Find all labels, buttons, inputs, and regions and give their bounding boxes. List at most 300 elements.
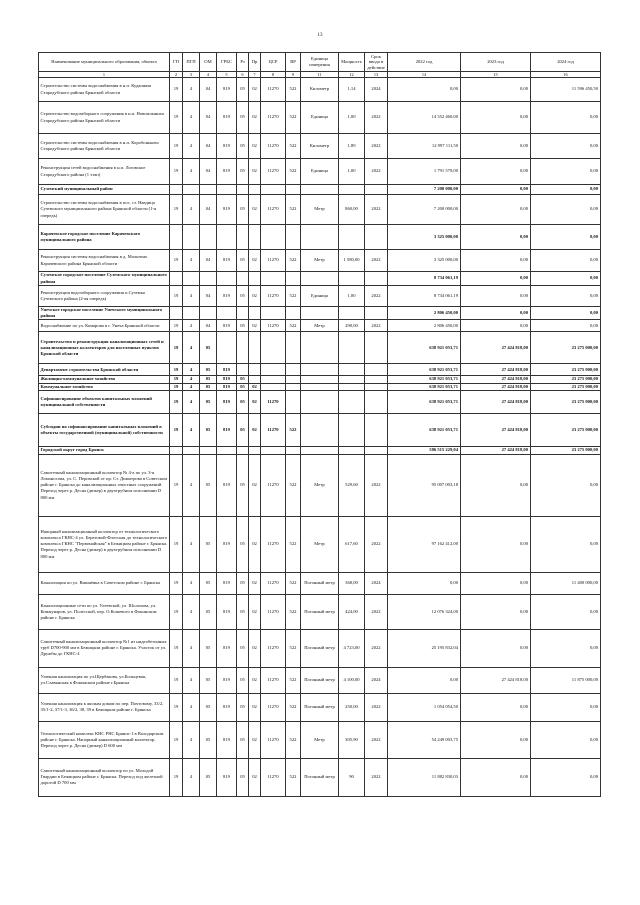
code-cell: 11270 xyxy=(261,286,286,307)
code-cell: 11270 xyxy=(261,390,286,413)
code-cell: 02 xyxy=(249,102,261,134)
table-row xyxy=(39,307,601,320)
code-cell: 522 xyxy=(286,693,301,721)
object-name-cell: Канализация по ул. Вишнёвка в Советском районе г. Брянска xyxy=(39,572,170,594)
table-row xyxy=(39,286,601,307)
amount-cell: 0,00 xyxy=(531,307,601,320)
code-cell xyxy=(286,364,301,376)
table-row xyxy=(39,516,601,572)
amount-cell: 23 275 000,00 xyxy=(531,383,601,390)
code-cell: 19 xyxy=(170,195,183,225)
amount-cell: 0,00 xyxy=(531,185,601,195)
code-cell xyxy=(249,272,261,286)
code-cell: 250,00 xyxy=(339,693,365,721)
code-cell: 522 xyxy=(286,516,301,572)
code-cell xyxy=(261,272,286,286)
table-row xyxy=(39,185,601,195)
code-cell: 4 xyxy=(183,102,200,134)
amount-cell: 27 424 818,00 xyxy=(461,364,531,376)
code-cell: 1,00 xyxy=(339,286,365,307)
code-cell: 05 xyxy=(237,250,249,272)
code-cell: 819 xyxy=(217,594,237,629)
code-cell: 2022 xyxy=(365,629,388,667)
code-cell xyxy=(237,225,249,250)
amount-cell: 1 791 579,00 xyxy=(388,159,461,185)
code-cell: 2022 xyxy=(365,721,388,758)
amount-cell: 27 424 818,00 xyxy=(461,383,531,390)
table-row xyxy=(39,159,601,185)
table-row xyxy=(39,250,601,272)
header-cell: Единица измерения xyxy=(301,53,339,72)
index-cell: 14 xyxy=(388,72,461,78)
code-cell xyxy=(183,307,200,320)
code-cell: 522 xyxy=(286,629,301,667)
code-cell: 1,14 xyxy=(339,78,365,102)
index-cell: 6 xyxy=(237,72,249,78)
table-row xyxy=(39,364,601,376)
code-cell: 819 xyxy=(217,629,237,667)
code-cell: Метр xyxy=(301,195,339,225)
amount-cell: 0,00 xyxy=(388,667,461,693)
amount-cell: 0,00 xyxy=(531,693,601,721)
code-cell xyxy=(261,332,286,364)
code-cell: 04 xyxy=(200,195,217,225)
amount-cell: 3 325 000,00 xyxy=(388,225,461,250)
code-cell: 02 xyxy=(249,629,261,667)
code-cell: Метр xyxy=(301,320,339,332)
code-cell: 819 xyxy=(217,102,237,134)
table-row xyxy=(39,390,601,413)
code-cell: 05 xyxy=(200,629,217,667)
code-cell: 522 xyxy=(286,134,301,159)
code-cell xyxy=(286,383,301,390)
header-cell: 2024 год xyxy=(531,53,601,72)
code-cell: 4 xyxy=(183,721,200,758)
code-cell: 819 xyxy=(217,572,237,594)
code-cell xyxy=(301,390,339,413)
object-name-cell: Самотечный канализационный коллектор № 4-а по ул. 3-я Ломоносова, ул. С. Перовской от пр. Ст. Димитрова в Советском районе г. Брянска до канализационных очистных сооружений. Переход через р. Десна (дюкер) в двухтрубном исполнении D 800 мм xyxy=(39,454,170,516)
amount-cell: 12 997 111,50 xyxy=(388,134,461,159)
amount-cell: 3 325 000,00 xyxy=(388,250,461,272)
code-cell: 05 xyxy=(237,693,249,721)
code-cell: 02 xyxy=(249,594,261,629)
index-cell: 5 xyxy=(217,72,237,78)
code-cell xyxy=(301,413,339,446)
code-cell: 05 xyxy=(237,758,249,796)
code-cell: 19 xyxy=(170,693,183,721)
code-cell: 4 xyxy=(183,758,200,796)
amount-cell: 0,00 xyxy=(461,286,531,307)
amount-cell: 0,00 xyxy=(461,721,531,758)
code-cell: Метр xyxy=(301,721,339,758)
object-name-cell: Департамент строительства Брянской области xyxy=(39,364,170,376)
code-cell xyxy=(249,332,261,364)
code-cell: 05 xyxy=(200,594,217,629)
code-cell xyxy=(249,307,261,320)
code-cell xyxy=(217,446,237,454)
amount-cell: 27 424 818,00 xyxy=(461,376,531,383)
object-name-cell: Субсидии на софинансирование капитальных вложений в объекты государственной (муниципальной) собственности xyxy=(39,413,170,446)
index-cell: 16 xyxy=(531,72,601,78)
amount-cell: 1 054 054,50 xyxy=(388,693,461,721)
code-cell xyxy=(217,307,237,320)
code-cell: 11270 xyxy=(261,250,286,272)
amount-cell: 0,00 xyxy=(531,454,601,516)
code-cell: 2022 xyxy=(365,134,388,159)
code-cell: 4 100,00 xyxy=(339,667,365,693)
amount-cell: 23 275 000,00 xyxy=(531,332,601,364)
amount-cell: 0,00 xyxy=(531,195,601,225)
amount-cell: 0,00 xyxy=(531,102,601,134)
code-cell: 819 xyxy=(217,413,237,446)
code-cell: Метр xyxy=(301,250,339,272)
header-cell: ЦСР xyxy=(261,53,286,72)
code-cell: 19 xyxy=(170,667,183,693)
amount-cell: 97 162 412,00 xyxy=(388,516,461,572)
code-cell: 04 xyxy=(200,286,217,307)
object-name-cell: Строительство водозаборного сооружения в н.п. Новомлыниха Стародубского района Брянской области xyxy=(39,102,170,134)
code-cell: 11270 xyxy=(261,159,286,185)
amount-cell: 0,00 xyxy=(461,629,531,667)
code-cell xyxy=(339,446,365,454)
amount-cell: 25 195 832,04 xyxy=(388,629,461,667)
code-cell: 19 xyxy=(170,286,183,307)
code-cell xyxy=(217,272,237,286)
object-name-cell: Городской округ город Брянск xyxy=(39,446,170,454)
code-cell: 4 xyxy=(183,454,200,516)
code-cell xyxy=(365,307,388,320)
amount-cell: 0,00 xyxy=(531,286,601,307)
amount-cell: 0,00 xyxy=(531,134,601,159)
amount-cell: 0,00 xyxy=(461,516,531,572)
code-cell: 11270 xyxy=(261,78,286,102)
code-cell: 05 xyxy=(237,383,249,390)
table-row xyxy=(39,721,601,758)
code-cell xyxy=(170,446,183,454)
code-cell: 05 xyxy=(200,758,217,796)
code-cell xyxy=(170,272,183,286)
code-cell xyxy=(249,364,261,376)
code-cell: 19 xyxy=(170,332,183,364)
table-row xyxy=(39,629,601,667)
code-cell: 19 xyxy=(170,413,183,446)
code-cell: 02 xyxy=(249,390,261,413)
amount-cell: 0,00 xyxy=(461,134,531,159)
code-cell xyxy=(261,185,286,195)
object-name-cell: Технологический комплекс КНС РНС Брянск-1 в Володарском районе г. Брянска. Напорный канализационный коллектор. Переход через р. Десна (дюкер) D 600 мм xyxy=(39,721,170,758)
table-row xyxy=(39,446,601,454)
amount-cell: 54 249 003,75 xyxy=(388,721,461,758)
object-name-cell: Карачевское городское поселение Карачевского муниципального района xyxy=(39,225,170,250)
code-cell: 05 xyxy=(200,721,217,758)
code-cell: 819 xyxy=(217,383,237,390)
code-cell: 4 xyxy=(183,364,200,376)
amount-cell: 27 424 818,00 xyxy=(461,413,531,446)
amount-cell: 11 400 000,00 xyxy=(531,572,601,594)
code-cell: 02 xyxy=(249,693,261,721)
code-cell: 522 xyxy=(286,413,301,446)
code-cell xyxy=(301,225,339,250)
code-cell xyxy=(200,225,217,250)
page-number: 13 xyxy=(317,33,323,38)
amount-cell: 23 275 000,00 xyxy=(531,364,601,376)
amount-cell: 8 734 061,19 xyxy=(388,272,461,286)
code-cell xyxy=(301,383,339,390)
code-cell xyxy=(261,383,286,390)
code-cell: 2024 xyxy=(365,572,388,594)
code-cell: 819 xyxy=(217,78,237,102)
code-cell: 05 xyxy=(237,594,249,629)
code-cell: 522 xyxy=(286,78,301,102)
code-cell: 4 xyxy=(183,390,200,413)
code-cell: Погонный метр xyxy=(301,758,339,796)
object-name-cell: Уличная канализация к жилым домам по пер. Почтовому, 33/2, 35/1-2, 37/1-3, 36/2, 38, 39 в Бежицком районе г. Брянска xyxy=(39,693,170,721)
code-cell: 4 723,00 xyxy=(339,629,365,667)
object-name-cell: Самотечный канализационный коллектор №1 из нидеобетонных труб D700-900 мм в Бежицком районе г. Брянска. Участок от ул. Дружбы до ГКНС-4 xyxy=(39,629,170,667)
index-cell: 13 xyxy=(365,72,388,78)
code-cell: 19 xyxy=(170,594,183,629)
code-cell xyxy=(301,332,339,364)
code-cell: 05 xyxy=(237,413,249,446)
code-cell xyxy=(183,185,200,195)
code-cell: 4 xyxy=(183,159,200,185)
amount-cell: 0,00 xyxy=(388,78,461,102)
index-cell: 1 xyxy=(39,72,170,78)
code-cell: 2022 xyxy=(365,286,388,307)
code-cell: 19 xyxy=(170,364,183,376)
code-cell: 05 xyxy=(200,332,217,364)
amount-cell: 0,00 xyxy=(461,195,531,225)
code-cell: 11270 xyxy=(261,454,286,516)
code-cell: 11270 xyxy=(261,134,286,159)
code-cell: 05 xyxy=(200,454,217,516)
code-cell: 19 xyxy=(170,454,183,516)
code-cell xyxy=(286,307,301,320)
amount-cell: 0,00 xyxy=(461,272,531,286)
amount-cell: 11 596 450,50 xyxy=(531,78,601,102)
amount-cell: 638 921 053,71 xyxy=(388,390,461,413)
object-name-cell: Софинансирование объектов капитальных вложений муниципальной собственности xyxy=(39,390,170,413)
code-cell: 05 xyxy=(237,572,249,594)
code-cell xyxy=(365,390,388,413)
table-row xyxy=(39,594,601,629)
code-cell: 11270 xyxy=(261,693,286,721)
code-cell: 4 xyxy=(183,134,200,159)
object-name-cell: Строительство системы водоснабжения в пос. ст. Навдица Суземского муниципального района Брянской области (1-я очередь) xyxy=(39,195,170,225)
amount-cell: 27 424 818,00 xyxy=(461,390,531,413)
code-cell: 2022 xyxy=(365,516,388,572)
table-row xyxy=(39,78,601,102)
code-cell xyxy=(339,307,365,320)
code-cell xyxy=(200,272,217,286)
code-cell xyxy=(237,446,249,454)
code-cell: 4 xyxy=(183,78,200,102)
code-cell: Погонный метр xyxy=(301,572,339,594)
code-cell: 05 xyxy=(200,364,217,376)
code-cell xyxy=(237,185,249,195)
object-name-cell: Унечское городское поселение Унечского муниципального района xyxy=(39,307,170,320)
code-cell: 19 xyxy=(170,376,183,383)
code-cell: 4 xyxy=(183,572,200,594)
code-cell: 02 xyxy=(249,286,261,307)
code-cell: 05 xyxy=(237,195,249,225)
amount-cell: 0,00 xyxy=(531,516,601,572)
code-cell: 05 xyxy=(200,516,217,572)
header-cell: ОМ xyxy=(200,53,217,72)
code-cell: 2024 xyxy=(365,667,388,693)
code-cell xyxy=(286,390,301,413)
object-name-cell: Суземский муниципальный район xyxy=(39,185,170,195)
table-row xyxy=(39,667,601,693)
amount-cell: 0,00 xyxy=(531,758,601,796)
code-cell xyxy=(200,307,217,320)
code-cell xyxy=(339,390,365,413)
code-cell: 19 xyxy=(170,383,183,390)
code-cell: 19 xyxy=(170,516,183,572)
code-cell: 19 xyxy=(170,78,183,102)
code-cell: 4 xyxy=(183,667,200,693)
code-cell: 522 xyxy=(286,667,301,693)
code-cell: 529,60 xyxy=(339,454,365,516)
code-cell: 11270 xyxy=(261,413,286,446)
object-name-cell: Строительство и реконструкция канализационных сетей и канализационных коллекторов для населенных пунктов Брянской области xyxy=(39,332,170,364)
amount-cell: 0,00 xyxy=(461,572,531,594)
amount-cell: 23 275 000,00 xyxy=(531,390,601,413)
code-cell: 2022 xyxy=(365,250,388,272)
index-cell: 9 xyxy=(286,72,301,78)
code-cell: 617,60 xyxy=(339,516,365,572)
code-cell: 19 xyxy=(170,758,183,796)
code-cell xyxy=(339,413,365,446)
code-cell: 522 xyxy=(286,195,301,225)
amount-cell: 27 424 818,00 xyxy=(461,667,531,693)
code-cell: 19 xyxy=(170,159,183,185)
code-cell: 04 xyxy=(200,78,217,102)
object-name-cell: Водоснабжение по ул. Комарова в г. Унеча Брянской области xyxy=(39,320,170,332)
code-cell: 4 xyxy=(183,332,200,364)
code-cell: 819 xyxy=(217,667,237,693)
code-cell: 05 xyxy=(237,102,249,134)
code-cell: 02 xyxy=(249,159,261,185)
code-cell: 05 xyxy=(237,376,249,383)
header-cell: 2023 год xyxy=(461,53,531,72)
code-cell: 05 xyxy=(237,134,249,159)
table-row xyxy=(39,413,601,446)
code-cell: 4 xyxy=(183,629,200,667)
code-cell: 05 xyxy=(237,159,249,185)
code-cell: 05 xyxy=(237,667,249,693)
code-cell xyxy=(286,272,301,286)
amount-cell: 2 806 450,00 xyxy=(388,320,461,332)
code-cell: 90 xyxy=(339,758,365,796)
amount-cell: 11 882 830,03 xyxy=(388,758,461,796)
code-cell: 11270 xyxy=(261,102,286,134)
code-cell: 2022 xyxy=(365,159,388,185)
code-cell: 819 xyxy=(217,721,237,758)
code-cell: 19 xyxy=(170,721,183,758)
code-cell: 1 580,00 xyxy=(339,250,365,272)
code-cell: 4 xyxy=(183,413,200,446)
code-cell: 2022 xyxy=(365,102,388,134)
code-cell xyxy=(237,364,249,376)
code-cell: 19 xyxy=(170,320,183,332)
table-row xyxy=(39,758,601,796)
code-cell xyxy=(170,307,183,320)
code-cell: 05 xyxy=(237,286,249,307)
code-cell: 19 xyxy=(170,250,183,272)
code-cell xyxy=(339,272,365,286)
amount-cell: 23 275 000,00 xyxy=(531,376,601,383)
amount-cell: 0,00 xyxy=(461,454,531,516)
code-cell xyxy=(365,185,388,195)
amount-cell: 0,00 xyxy=(461,758,531,796)
code-cell: 819 xyxy=(217,516,237,572)
code-cell: 2022 xyxy=(365,693,388,721)
amount-cell: 0,00 xyxy=(461,594,531,629)
amount-cell: 638 921 053,71 xyxy=(388,413,461,446)
code-cell xyxy=(237,332,249,364)
header-cell: ВР xyxy=(286,53,301,72)
object-name-cell: Реконструкция системы водоснабжения в д. Мальтино Карачевского района Брянской области xyxy=(39,250,170,272)
code-cell: 02 xyxy=(249,758,261,796)
code-cell: 05 xyxy=(237,390,249,413)
code-cell: Метр xyxy=(301,454,339,516)
code-cell: 11270 xyxy=(261,516,286,572)
code-cell: 02 xyxy=(249,383,261,390)
code-cell: 819 xyxy=(217,376,237,383)
code-cell: 305,90 xyxy=(339,721,365,758)
code-cell xyxy=(249,376,261,383)
code-cell: Погонный метр xyxy=(301,594,339,629)
code-cell xyxy=(261,376,286,383)
code-cell: 05 xyxy=(237,721,249,758)
code-cell: 4 xyxy=(183,383,200,390)
code-cell xyxy=(261,364,286,376)
code-cell: 11270 xyxy=(261,195,286,225)
code-cell: 19 xyxy=(170,629,183,667)
amount-cell: 586 515 229,04 xyxy=(388,446,461,454)
code-cell: 02 xyxy=(249,78,261,102)
code-cell: 05 xyxy=(200,667,217,693)
code-cell: 05 xyxy=(237,516,249,572)
code-cell xyxy=(365,225,388,250)
code-cell xyxy=(237,307,249,320)
investment-objects-table xyxy=(38,52,601,797)
amount-cell: 0,00 xyxy=(531,250,601,272)
code-cell: Погонный метр xyxy=(301,693,339,721)
code-cell xyxy=(261,307,286,320)
amount-cell: 12 076 324,00 xyxy=(388,594,461,629)
code-cell: Единица xyxy=(301,159,339,185)
code-cell xyxy=(301,307,339,320)
amount-cell: 638 921 053,71 xyxy=(388,332,461,364)
table-row xyxy=(39,376,601,383)
code-cell xyxy=(339,332,365,364)
code-cell: 2022 xyxy=(365,320,388,332)
amount-cell: 0,00 xyxy=(531,159,601,185)
code-cell: 02 xyxy=(249,721,261,758)
code-cell: 2022 xyxy=(365,454,388,516)
code-cell: 05 xyxy=(200,572,217,594)
code-cell: 4 xyxy=(183,195,200,225)
amount-cell: 8 734 061,19 xyxy=(388,286,461,307)
amount-cell: 0,00 xyxy=(531,629,601,667)
code-cell xyxy=(301,185,339,195)
code-cell: 819 xyxy=(217,320,237,332)
table-row xyxy=(39,225,601,250)
object-name-cell: Напорный канализационный коллектор от технологического комплекса ГКНС-4 ул. Береговой-Флотская до технологического комплекса ГКНС "Первомайская" в Бежицком районе г. Брянска. Переход через р. Десна (дюкер) в двухтрубном исполнении D 800 мм xyxy=(39,516,170,572)
table-row xyxy=(39,134,601,159)
